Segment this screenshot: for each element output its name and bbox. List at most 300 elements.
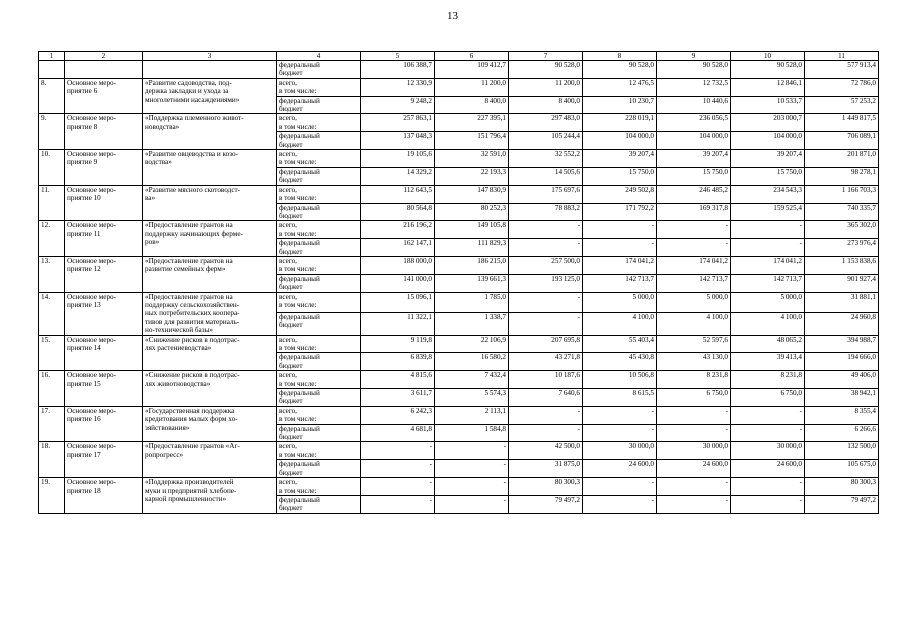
table-row bbox=[39, 292, 879, 312]
cell-value: 297 483,0 bbox=[509, 114, 583, 132]
table-row bbox=[39, 406, 879, 424]
cell-value: - bbox=[583, 239, 657, 257]
cell-value: 10 187,6 bbox=[509, 371, 583, 389]
cell-value: - bbox=[509, 313, 583, 336]
cell-source-federal-line: бюджет bbox=[279, 211, 303, 220]
cell-value: 149 105,8 bbox=[435, 221, 509, 239]
table-row bbox=[39, 185, 879, 203]
cell-value: 10 533,7 bbox=[731, 96, 805, 114]
cell-value: 30 000,0 bbox=[657, 442, 731, 460]
cell-event-line: приятие 15 bbox=[67, 379, 101, 388]
cell-value: 79 497,2 bbox=[509, 495, 583, 513]
cell-num: 10. bbox=[39, 150, 65, 186]
cell-value: 1 785,0 bbox=[435, 292, 509, 312]
cell-value: 273 976,4 bbox=[805, 239, 879, 257]
cell-source-total-line: всего, bbox=[279, 292, 297, 301]
cell-value: - bbox=[657, 221, 731, 239]
cell-event bbox=[65, 185, 143, 221]
cell-source-total-line: в том числе: bbox=[279, 122, 317, 131]
cell-value: - bbox=[657, 495, 731, 513]
cell-source-federal-line: бюджет bbox=[279, 361, 303, 370]
cell-name-line: ва» bbox=[145, 194, 156, 203]
cell-value: 55 403,4 bbox=[583, 335, 657, 353]
cell-source-total-line: в том числе: bbox=[279, 229, 317, 238]
cell-value: 203 000,7 bbox=[731, 114, 805, 132]
cell-value: 132 500,0 bbox=[805, 442, 879, 460]
cell-value: 112 643,5 bbox=[361, 185, 435, 203]
cell-value: - bbox=[361, 495, 435, 513]
cell-value: 24 600,0 bbox=[731, 460, 805, 478]
cell-name-line: «Поддержка производителей bbox=[145, 478, 234, 487]
cell-value: 90 528,0 bbox=[509, 61, 583, 79]
cell-source-total-line: всего, bbox=[279, 335, 297, 344]
cell-value: 8 231,8 bbox=[731, 371, 805, 389]
cell-source-total-line: всего, bbox=[279, 478, 297, 487]
cell-source-total bbox=[277, 256, 361, 274]
cell-source-total bbox=[277, 292, 361, 312]
cell-source-line: бюджет bbox=[279, 69, 303, 78]
cell-value: 139 661,3 bbox=[435, 274, 509, 292]
cell-source-federal bbox=[277, 203, 361, 221]
cell-value: 12 476,5 bbox=[583, 78, 657, 96]
cell-value: 15 750,0 bbox=[657, 167, 731, 185]
cell-event-line: приятие 11 bbox=[67, 229, 101, 238]
cell-value: 2 113,1 bbox=[435, 406, 509, 424]
cell-value: 175 697,6 bbox=[509, 185, 583, 203]
cell-source-total-line: в том числе: bbox=[279, 486, 317, 495]
cell-name bbox=[143, 478, 277, 514]
cell-num: 11. bbox=[39, 185, 65, 221]
cell-source-total-line: в том числе: bbox=[279, 194, 317, 203]
cell-event bbox=[65, 406, 143, 442]
cell-event bbox=[65, 256, 143, 292]
cell-value: 39 207,4 bbox=[583, 150, 657, 168]
cell-value: 194 666,0 bbox=[805, 353, 879, 371]
cell-event-line: Основное меро- bbox=[67, 335, 117, 344]
cell-source-line: федеральный bbox=[279, 61, 320, 69]
cell-value: 577 913,4 bbox=[805, 61, 879, 79]
cell-source-federal bbox=[277, 132, 361, 150]
cell-source-federal-line: бюджет bbox=[279, 468, 303, 477]
cell-source-federal bbox=[277, 313, 361, 336]
cell-value: 12 330,9 bbox=[361, 78, 435, 96]
cell-value: 740 335,7 bbox=[805, 203, 879, 221]
cell-source-total-line: всего, bbox=[279, 221, 297, 230]
cell-source-total-line: всего, bbox=[279, 114, 297, 123]
cell-value: 39 207,4 bbox=[731, 150, 805, 168]
cell-num: 9. bbox=[39, 114, 65, 150]
cell-value: 31 875,0 bbox=[509, 460, 583, 478]
cell-source-federal-line: федеральный bbox=[279, 167, 320, 176]
cell-source-federal bbox=[277, 495, 361, 513]
cell-num bbox=[39, 61, 65, 79]
cell-source-federal-line: бюджет bbox=[279, 176, 303, 185]
cell-name bbox=[143, 406, 277, 442]
cell-source-total-line: всего, bbox=[279, 185, 297, 194]
cell-value: 10 506,8 bbox=[583, 371, 657, 389]
cell-source-total-line: всего, bbox=[279, 442, 297, 451]
table-row bbox=[39, 61, 879, 79]
cell-value: 11 200,0 bbox=[435, 78, 509, 96]
cell-source-federal bbox=[277, 274, 361, 292]
cell-value: 24 600,0 bbox=[657, 460, 731, 478]
cell-value: 257 500,0 bbox=[509, 256, 583, 274]
cell-name bbox=[143, 114, 277, 150]
cell-name bbox=[143, 371, 277, 407]
cell-source-federal-line: бюджет bbox=[279, 321, 303, 330]
cell-value: - bbox=[583, 221, 657, 239]
cell-name-line: муки и предприятий хлебопе- bbox=[145, 486, 237, 495]
cell-value: 19 105,6 bbox=[361, 150, 435, 168]
budget-table bbox=[38, 51, 879, 514]
cell-source-federal bbox=[277, 96, 361, 114]
cell-value: 216 196,2 bbox=[361, 221, 435, 239]
cell-value: 32 591,0 bbox=[435, 150, 509, 168]
cell-event-line: Основное меро- bbox=[67, 371, 117, 380]
cell-num: 16. bbox=[39, 371, 65, 407]
cell-source-total-line: всего, bbox=[279, 150, 297, 159]
cell-source-total-line: всего, bbox=[279, 78, 297, 87]
cell-name-line: лях животноводства» bbox=[145, 379, 211, 388]
table-row bbox=[39, 256, 879, 274]
cell-name-line: карной промышленности» bbox=[145, 494, 227, 503]
cell-value: 80 300,3 bbox=[509, 478, 583, 496]
cell-event bbox=[65, 371, 143, 407]
cell-source-total bbox=[277, 150, 361, 168]
cell-value: 22 193,3 bbox=[435, 167, 509, 185]
cell-num: 19. bbox=[39, 478, 65, 514]
cell-value: 227 395,1 bbox=[435, 114, 509, 132]
cell-event-line: Основное меро- bbox=[67, 292, 117, 301]
cell-source bbox=[277, 61, 361, 79]
cell-num: 15. bbox=[39, 335, 65, 371]
cell-source-federal-line: федеральный bbox=[279, 203, 320, 212]
cell-num: 13. bbox=[39, 256, 65, 292]
cell-name-line: «Развитие мясного скотоводст- bbox=[145, 185, 241, 194]
cell-event bbox=[65, 150, 143, 186]
cell-value: 6 750,0 bbox=[657, 389, 731, 407]
cell-value: 188 000,0 bbox=[361, 256, 435, 274]
cell-value: 207 695,8 bbox=[509, 335, 583, 353]
cell-event-line: приятие 10 bbox=[67, 194, 101, 203]
cell-value: 137 048,3 bbox=[361, 132, 435, 150]
cell-source-total bbox=[277, 221, 361, 239]
cell-value: 32 552,2 bbox=[509, 150, 583, 168]
cell-value: 39 207,4 bbox=[657, 150, 731, 168]
cell-value: 42 500,0 bbox=[509, 442, 583, 460]
cell-value: - bbox=[731, 478, 805, 496]
cell-source-federal bbox=[277, 460, 361, 478]
cell-source-total-line: в том числе: bbox=[279, 300, 317, 309]
cell-value: 1 153 838,6 bbox=[805, 256, 879, 274]
cell-source-federal-line: бюджет bbox=[279, 504, 303, 513]
cell-value: 5 000,0 bbox=[731, 292, 805, 312]
cell-source-total-line: в том числе: bbox=[279, 379, 317, 388]
cell-event-line: приятие 14 bbox=[67, 344, 101, 352]
header-cell: 4 bbox=[277, 52, 361, 61]
cell-value: 43 271,8 bbox=[509, 353, 583, 371]
cell-name-line: ров» bbox=[145, 238, 160, 247]
cell-value: 80 252,3 bbox=[435, 203, 509, 221]
cell-event-line: приятие 18 bbox=[67, 486, 101, 495]
cell-source-total-line: в том числе: bbox=[279, 344, 317, 352]
cell-event-line: Основное меро- bbox=[67, 185, 117, 194]
cell-value: 174 041,2 bbox=[731, 256, 805, 274]
cell-value: 15 096,1 bbox=[361, 292, 435, 312]
cell-value: 7 432,4 bbox=[435, 371, 509, 389]
cell-source-federal-line: федеральный bbox=[279, 389, 320, 398]
header-cell: 11 bbox=[805, 52, 879, 61]
cell-value: 98 278,1 bbox=[805, 167, 879, 185]
cell-event bbox=[65, 61, 143, 79]
cell-source-total bbox=[277, 478, 361, 496]
cell-name-line: многолетними насаждениями» bbox=[145, 95, 240, 104]
cell-value: 228 019,1 bbox=[583, 114, 657, 132]
cell-value: 80 300,3 bbox=[805, 478, 879, 496]
cell-value: 8 400,0 bbox=[435, 96, 509, 114]
cell-value: 1 166 703,3 bbox=[805, 185, 879, 203]
cell-event-line: Основное меро- bbox=[67, 406, 117, 415]
cell-value: 30 000,0 bbox=[731, 442, 805, 460]
cell-source-federal bbox=[277, 424, 361, 442]
cell-event-line: приятие 13 bbox=[67, 300, 101, 309]
cell-num: 12. bbox=[39, 221, 65, 257]
cell-value: 4 100,0 bbox=[583, 313, 657, 336]
cell-value: 31 881,1 bbox=[805, 292, 879, 312]
cell-name-line: но-технической базы» bbox=[145, 326, 214, 335]
header-cell: 8 bbox=[583, 52, 657, 61]
cell-value: - bbox=[361, 478, 435, 496]
cell-value: 16 580,2 bbox=[435, 353, 509, 371]
cell-value: 90 528,0 bbox=[583, 61, 657, 79]
cell-value: 4 100,0 bbox=[657, 313, 731, 336]
cell-source-federal-line: федеральный bbox=[279, 460, 320, 469]
cell-value: 49 406,0 bbox=[805, 371, 879, 389]
cell-source-federal-line: федеральный bbox=[279, 313, 320, 322]
cell-value: - bbox=[509, 424, 583, 442]
cell-value: 45 430,8 bbox=[583, 353, 657, 371]
cell-value: 6 750,0 bbox=[731, 389, 805, 407]
cell-value: 159 525,4 bbox=[731, 203, 805, 221]
cell-event bbox=[65, 221, 143, 257]
cell-value: 249 502,8 bbox=[583, 185, 657, 203]
cell-name bbox=[143, 292, 277, 335]
cell-source-federal bbox=[277, 353, 361, 371]
cell-event-line: приятие 6 bbox=[67, 87, 98, 96]
cell-value: 8 615,5 bbox=[583, 389, 657, 407]
cell-event-line: Основное меро- bbox=[67, 221, 117, 230]
cell-value: 90 528,0 bbox=[731, 61, 805, 79]
cell-name-line: держка закладки и ухода за bbox=[145, 87, 229, 96]
cell-num: 18. bbox=[39, 442, 65, 478]
cell-source-federal-line: бюджет bbox=[279, 397, 303, 406]
cell-value: 79 497,2 bbox=[805, 495, 879, 513]
cell-value: 78 883,2 bbox=[509, 203, 583, 221]
cell-source-total-line: в том числе: bbox=[279, 450, 317, 459]
cell-name bbox=[143, 150, 277, 186]
header-cell: 3 bbox=[143, 52, 277, 61]
cell-value: 24 960,8 bbox=[805, 313, 879, 336]
cell-event-line: приятие 9 bbox=[67, 158, 98, 167]
cell-value: - bbox=[657, 478, 731, 496]
cell-source-federal-line: федеральный bbox=[279, 239, 320, 248]
cell-value: 151 796,4 bbox=[435, 132, 509, 150]
cell-value: 706 089,1 bbox=[805, 132, 879, 150]
cell-event bbox=[65, 335, 143, 371]
cell-event bbox=[65, 478, 143, 514]
cell-name-line: «Снижение рисков в подотрас- bbox=[145, 335, 240, 344]
cell-value: 104 000,0 bbox=[583, 132, 657, 150]
cell-value: 174 041,2 bbox=[657, 256, 731, 274]
cell-value: 142 713,7 bbox=[657, 274, 731, 292]
cell-value: 174 041,2 bbox=[583, 256, 657, 274]
cell-value: 72 786,0 bbox=[805, 78, 879, 96]
cell-name-line: «Предоставление грантов на bbox=[145, 256, 233, 265]
cell-value: 22 106,9 bbox=[435, 335, 509, 353]
cell-value: - bbox=[583, 406, 657, 424]
header-cell: 1 bbox=[39, 52, 65, 61]
cell-source-federal-line: федеральный bbox=[279, 132, 320, 141]
cell-source-federal-line: федеральный bbox=[279, 353, 320, 362]
cell-value: 39 413,4 bbox=[731, 353, 805, 371]
cell-value: 162 147,1 bbox=[361, 239, 435, 257]
page-number: 13 bbox=[447, 10, 458, 22]
cell-value: 109 412,7 bbox=[435, 61, 509, 79]
cell-value: 43 130,0 bbox=[657, 353, 731, 371]
cell-value: 142 713,7 bbox=[583, 274, 657, 292]
cell-source-federal bbox=[277, 389, 361, 407]
cell-value: 105 244,4 bbox=[509, 132, 583, 150]
cell-name-line: «Снижение рисков в подотрас- bbox=[145, 371, 240, 380]
cell-event-line: приятие 17 bbox=[67, 450, 101, 459]
cell-name-line: «Развитие садоводства, под- bbox=[145, 78, 232, 87]
cell-value: 171 792,2 bbox=[583, 203, 657, 221]
cell-event bbox=[65, 114, 143, 150]
cell-value: - bbox=[435, 478, 509, 496]
cell-source-federal-line: бюджет bbox=[279, 283, 303, 292]
cell-event-line: Основное меро- bbox=[67, 256, 117, 265]
cell-value: 1 584,8 bbox=[435, 424, 509, 442]
cell-value: 6 839,8 bbox=[361, 353, 435, 371]
cell-value: 14 329,2 bbox=[361, 167, 435, 185]
cell-value: 9 248,2 bbox=[361, 96, 435, 114]
cell-value: 193 125,0 bbox=[509, 274, 583, 292]
cell-value: 1 449 817,5 bbox=[805, 114, 879, 132]
cell-value: 147 830,9 bbox=[435, 185, 509, 203]
cell-value: - bbox=[435, 442, 509, 460]
cell-name-line: ных потребительских коопера- bbox=[145, 309, 240, 318]
cell-value: - bbox=[657, 239, 731, 257]
cell-value: 4 815,6 bbox=[361, 371, 435, 389]
cell-name-line: лях растениеводства» bbox=[145, 344, 212, 352]
cell-event-line: приятие 8 bbox=[67, 122, 98, 131]
cell-value: 141 000,0 bbox=[361, 274, 435, 292]
cell-value: 236 056,5 bbox=[657, 114, 731, 132]
cell-value: 6 266,6 bbox=[805, 424, 879, 442]
cell-value: 142 713,7 bbox=[731, 274, 805, 292]
cell-source-total-line: в том числе: bbox=[279, 158, 317, 167]
cell-value: - bbox=[731, 221, 805, 239]
header-cell: 6 bbox=[435, 52, 509, 61]
cell-value: 10 440,6 bbox=[657, 96, 731, 114]
cell-name-line: «Предоставление грантов на bbox=[145, 221, 233, 230]
table-row bbox=[39, 78, 879, 96]
cell-value: 201 871,0 bbox=[805, 150, 879, 168]
cell-value: 11 322,1 bbox=[361, 313, 435, 336]
cell-name bbox=[143, 61, 277, 79]
cell-event bbox=[65, 292, 143, 335]
cell-source-total bbox=[277, 335, 361, 353]
cell-value: 52 597,6 bbox=[657, 335, 731, 353]
cell-value: 8 231,8 bbox=[657, 371, 731, 389]
cell-event-line: приятие 16 bbox=[67, 415, 101, 424]
cell-num: 8. bbox=[39, 78, 65, 114]
cell-value: 6 242,3 bbox=[361, 406, 435, 424]
cell-name bbox=[143, 185, 277, 221]
cell-value: 12 732,5 bbox=[657, 78, 731, 96]
cell-name-line: «Предоставление грантов «Аг- bbox=[145, 442, 240, 451]
cell-value: 15 750,0 bbox=[731, 167, 805, 185]
cell-event bbox=[65, 442, 143, 478]
cell-value: - bbox=[509, 406, 583, 424]
cell-event-line: приятие 12 bbox=[67, 265, 101, 274]
cell-value: 4 100,0 bbox=[731, 313, 805, 336]
table-row bbox=[39, 371, 879, 389]
cell-source-total bbox=[277, 114, 361, 132]
cell-value: 106 388,7 bbox=[361, 61, 435, 79]
cell-value: 104 000,0 bbox=[657, 132, 731, 150]
cell-value: 4 681,8 bbox=[361, 424, 435, 442]
cell-value: 1 338,7 bbox=[435, 313, 509, 336]
table-row bbox=[39, 335, 879, 353]
cell-event-line: Основное меро- bbox=[67, 150, 117, 159]
cell-value: 169 317,8 bbox=[657, 203, 731, 221]
cell-value: 5 574,3 bbox=[435, 389, 509, 407]
cell-source-total bbox=[277, 78, 361, 96]
cell-event-line: Основное меро- bbox=[67, 442, 117, 451]
cell-source-federal-line: федеральный bbox=[279, 424, 320, 433]
cell-value: - bbox=[361, 442, 435, 460]
cell-name bbox=[143, 442, 277, 478]
cell-value: - bbox=[583, 478, 657, 496]
cell-value: - bbox=[361, 460, 435, 478]
cell-value: 246 485,2 bbox=[657, 185, 731, 203]
cell-value: 257 863,1 bbox=[361, 114, 435, 132]
cell-value: - bbox=[731, 424, 805, 442]
cell-value: - bbox=[657, 406, 731, 424]
cell-source-total-line: в том числе: bbox=[279, 265, 317, 274]
header-cell: 2 bbox=[65, 52, 143, 61]
cell-value: - bbox=[583, 495, 657, 513]
cell-value: 8 400,0 bbox=[509, 96, 583, 114]
cell-value: 901 927,4 bbox=[805, 274, 879, 292]
cell-event-line: Основное меро- bbox=[67, 78, 117, 87]
cell-name-line: поддержку сельскохозяйствен- bbox=[145, 300, 240, 309]
cell-source-federal-line: бюджет bbox=[279, 247, 303, 256]
cell-num: 14. bbox=[39, 292, 65, 335]
cell-value: - bbox=[509, 221, 583, 239]
cell-name-line: «Развитие овцеводства и козо- bbox=[145, 150, 239, 159]
header-row bbox=[39, 52, 879, 61]
cell-value: 11 200,0 bbox=[509, 78, 583, 96]
cell-name bbox=[143, 78, 277, 114]
header-cell: 9 bbox=[657, 52, 731, 61]
cell-name-line: «Предоставление грантов на bbox=[145, 292, 233, 301]
cell-name-line: кредитования малых форм хо- bbox=[145, 415, 238, 424]
cell-name-line: «Государственная поддержка bbox=[145, 406, 235, 415]
table-row bbox=[39, 442, 879, 460]
cell-source-federal bbox=[277, 167, 361, 185]
